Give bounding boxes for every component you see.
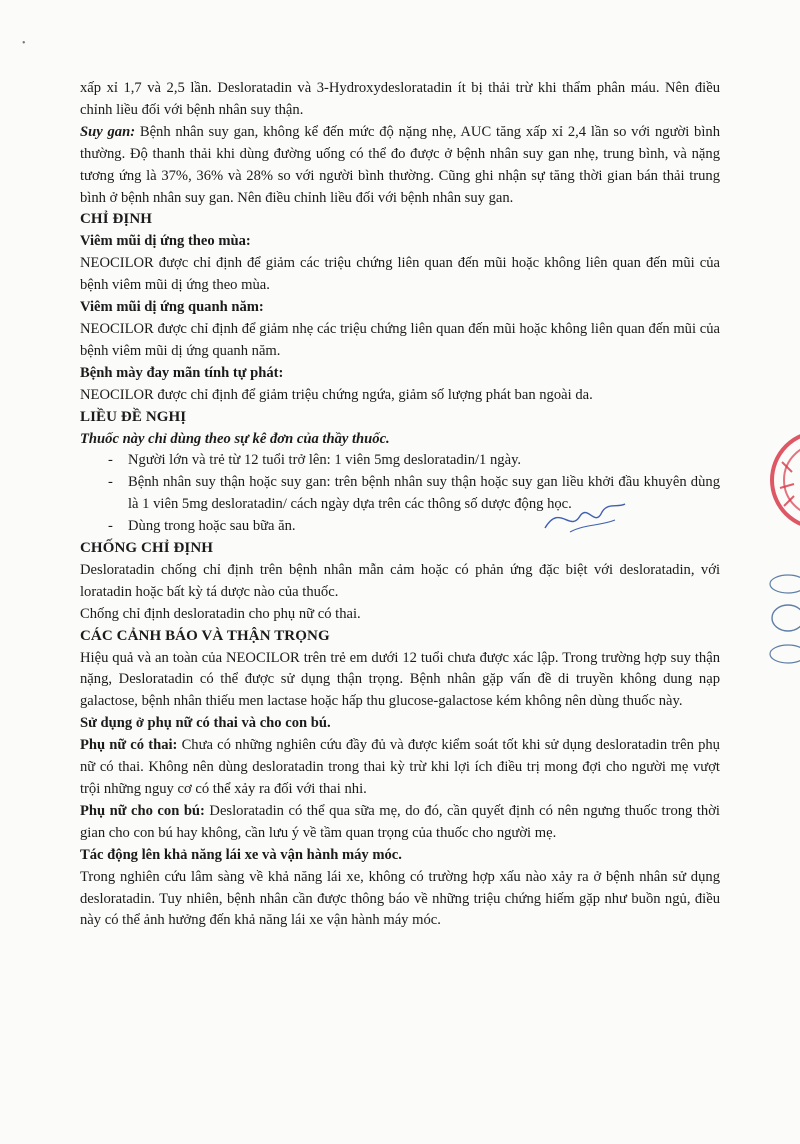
indication-seasonal-text: NEOCILOR được chỉ định để giảm các triệu chứng liên quan đến mũi hoặc không liên quan đến mũi của bệnh viêm mũi dị ứng theo mùa. [80, 255, 720, 294]
signature-icon [540, 498, 630, 538]
list-item: - Người lớn và trẻ từ 12 tuổi trở lên: 1 viên 5mg desloratadin/1 ngày. [108, 450, 720, 472]
pregnancy-label: Phụ nữ có thai: [80, 737, 178, 754]
dosage-heading: LIỀU ĐỀ NGHỊ [80, 408, 187, 425]
list-item: - Dùng trong hoặc sau bữa ăn. [108, 516, 720, 538]
scan-mark: • [22, 38, 26, 49]
warnings-text: Hiệu quả và an toàn của NEOCILOR trên trẻ em dưới 12 tuổi chưa được xác lập. Trong trường hợp suy thận nặng, Desloratadin có thể được sử dụng thận trọng. Bệnh nhân gặp vấn đề di truyền không dung nạp galactose, bệnh nhân thiếu men lactase hoặc hấp thu glucose-galactose kém không nên dùng thuốc này. [80, 649, 720, 710]
pregnancy-heading: Sử dụng ở phụ nữ có thai và cho con bú. [80, 715, 331, 732]
pregnancy-text: Chưa có những nghiên cứu đầy đủ và được kiểm soát tốt khi sử dụng desloratadin trên phụ nữ có thai. Không nên dùng desloratadin trong thai kỳ trừ khi lợi ích điều trị mong đợi cho người mẹ vượt trội những nguy cơ có thể xảy ra đối với thai nhi. [80, 737, 720, 797]
lactation-paragraph [80, 801, 720, 845]
warnings-heading: CÁC CẢNH BÁO VÀ THẬN TRỌNG [80, 627, 330, 644]
contraindications-text: Desloratadin chống chỉ định trên bệnh nhân mẫn cảm hoặc có phản ứng đặc biệt với desloratadin, với loratadin hoặc bất kỳ tá dược nào của thuốc. [80, 561, 720, 600]
driving-text: Trong nghiên cứu lâm sàng về khả năng lái xe, không có trường hợp xấu nào xảy ra ở bệnh nhân sử dụng desloratadin. Tuy nhiên, bệnh nhân cần được thông báo về những triệu chứng hiếm gặp như buồn ngủ, điều này có thể ảnh hưởng đến khả năng lái xe vận hành máy móc. [80, 868, 720, 929]
pregnancy-paragraph [80, 735, 720, 801]
contraindications-pregnancy: Chống chỉ định desloratadin cho phụ nữ có thai. [80, 605, 361, 622]
indication-perennial-title: Viêm mũi dị ứng quanh năm: [80, 299, 264, 316]
lactation-label: Phụ nữ cho con bú: [80, 802, 205, 819]
lactation-text: Desloratadin có thể qua sữa mẹ, do đó, cần quyết định có nên ngưng thuốc trong thời gian cho con bú hay không, cần lưu ý về tầm quan trọng của thuốc cho người mẹ. [80, 802, 720, 841]
indications-heading: CHỈ ĐỊNH [80, 211, 153, 228]
contraindications-heading: CHỐNG CHỈ ĐỊNH [80, 540, 214, 557]
liver-paragraph [80, 122, 720, 210]
indication-perennial-text: NEOCILOR được chỉ định để giảm nhẹ các triệu chứng liên quan đến mũi hoặc không liên quan đến mũi của bệnh viêm mũi dị ứng quanh năm. [80, 320, 720, 359]
intro-paragraph: xấp xỉ 1,7 và 2,5 lần. Desloratadin và 3-Hydroxydesloratadin ít bị thải trừ khi thẩm phân máu. Nên điều chỉnh liều đối với bệnh nhân suy thận. [80, 80, 720, 118]
liver-label: Suy gan: [80, 123, 136, 140]
indication-urticaria-title: Bệnh mày đay mãn tính tự phát: [80, 364, 284, 381]
indication-seasonal-title: Viêm mũi dị ứng theo mùa: [80, 233, 251, 250]
dosage-note: Thuốc này chỉ dùng theo sự kê đơn của thầy thuốc. [80, 430, 390, 447]
stamp-icon [768, 410, 800, 550]
list-item: - Bệnh nhân suy thận hoặc suy gan: trên bệnh nhân suy thận hoặc suy gan liều khởi đầu khuyên dùng là 1 viên 5mg desloratadin/ cách ngày dựa trên các thông số dược động học. [108, 472, 720, 516]
indication-urticaria-text: NEOCILOR được chỉ định để giảm triệu chứng ngứa, giảm số lượng phát ban ngoài da. [80, 386, 593, 403]
side-logo-icons [764, 570, 800, 670]
liver-text: Bệnh nhân suy gan, không kể đến mức độ nặng nhẹ, AUC tăng xấp xỉ 2,4 lần so với người bình thường. Độ thanh thải khi dùng đường uống có thể đo được ở bệnh nhân suy gan nhẹ, trung bình, và nặng tương ứng là 37%, 36% và 28% so với người bình thường. Cũng ghi nhận sự tăng thời gian bán thải trung bình ở bệnh nhân suy gan. Nên điều chỉnh liều đối với bệnh nhân suy gan. [80, 123, 720, 206]
driving-heading: Tác động lên khả năng lái xe và vận hành máy móc. [80, 846, 402, 863]
